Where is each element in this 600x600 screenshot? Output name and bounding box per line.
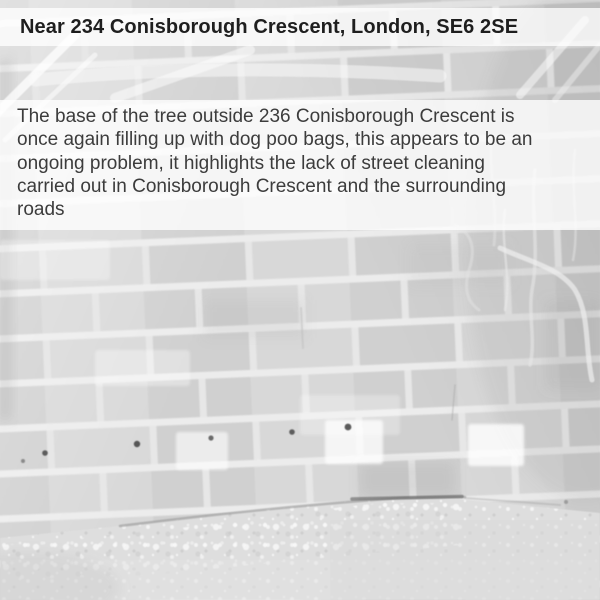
pavement	[0, 498, 600, 600]
location-text: Near 234 Conisborough Crescent, London, SE6 2SE	[20, 15, 519, 38]
report-line: roads	[17, 199, 65, 221]
report-line: The base of the tree outside 236 Conisborough Crescent is	[17, 106, 515, 127]
report-line: carried out in Conisborough Crescent and the surrounding	[17, 175, 507, 197]
report-line: ongoing problem, it highlights the lack of street cleaning	[17, 152, 485, 174]
report-line: once again filling up with dog poo bags, this appears to be an	[17, 129, 533, 151]
location-banner	[0, 8, 600, 46]
report-description	[0, 100, 600, 230]
